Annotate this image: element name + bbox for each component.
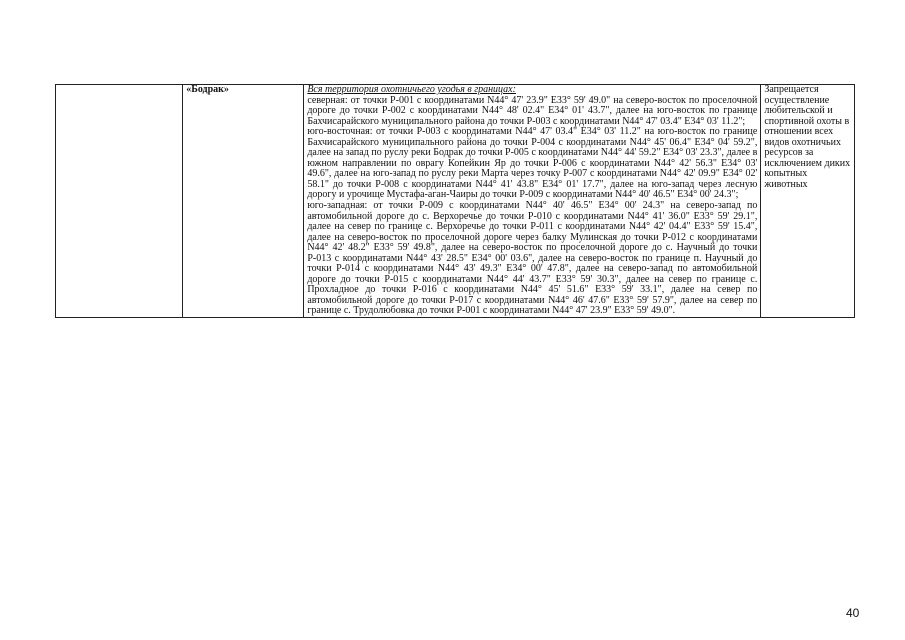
hunting-grounds-table	[55, 84, 855, 318]
row-number-cell	[56, 85, 183, 318]
boundary-southwest: юго-западная: от точки Р-009 с координатами N44° 40' 46.5" E34° 00' 24.3" на северо-запад по автомобильной дороге до с. Верхоречье до точки Р-010 с координатами N44° 41' 36.0" E33° 59' 29.1", далее на север по границе с. Верхоречье до точки Р-011 с координатами N44° 42' 04.4" E33° 59' 15.4", далее на северо-восток по проселочной дороге через балку Мулинская до точки Р-012 с координатами N44° 42' 48.2" E33° 59' 49.8", далее на северо-восток по проселочной дороге до с. Научный до точки Р-013 с координатами N44° 43' 28.5" E34° 00' 03.6", далее на северо-восток по границе п. Научный до точки Р-014 с координатами N44° 43' 49.3" E34° 00' 47.8", далее на северо-запад по автомобильной дороге до точки Р-015 с координатами N44° 44' 43.7" E33° 59' 30.3", далее на север по границе с. Прохладное до точки Р-016 с координатами N44° 45' 51.6" E33° 59' 33.1", далее на север по автомобильной дороге до точки Р-017 с координатами N44° 46' 47.6" E33° 59' 57.9", далее на север по границе с. Трудолюбовка до точки Р-001 с координатами N44° 47' 23.9" E33° 59' 49.0".	[307, 200, 758, 317]
restriction-cell	[761, 85, 855, 318]
boundaries-heading: Вся территория охотничьего угодья в границах:	[307, 84, 516, 95]
table-row	[56, 85, 855, 318]
boundaries-cell	[304, 85, 761, 318]
hunting-ground-name: «Бодрак»	[183, 85, 304, 318]
boundary-southeast: юго-восточная: от точки Р-003 с координатами N44° 47' 03.4" E34° 03' 11.2" на юго-восток по границе Бахчисарайского муниципального района до точки Р-004 с координатами N44° 45' 06.4" E34° 04' 59.2", далее на запад по руслу реки Бодрак до точки Р-005 с координатами N44° 44' 59.2" E34° 03' 23.3", далее в южном направлении по оврагу Копейкин Яр до точки Р-006 с координатами N44° 42' 56.3" E34° 03' 49.6", далее на юго-запад по руслу реки Марта через точку Р-007 с координатами N44° 42' 09.9" E34° 02' 58.1" до точки Р-008 с координатами N44° 41' 43.8" E34° 01' 17.7", далее на юго-запад через лесную дорогу и урочище Мустафа-аган-Чаиры до точки Р-009 с координатами N44° 40' 46.5" E34° 00' 24.3";	[307, 126, 758, 201]
restriction-text: Запрещается осуществление любительской и спортивной охоты в отношении всех видов охотничьих ресурсов за исключением диких копытных животных	[764, 84, 851, 190]
boundary-north: северная: от точки Р-001 с координатами N44° 47' 23.9" E33° 59' 49.0" на северо-восток по проселочной дороге до точки Р-002 с координатами N44° 48' 02.4" E34° 01' 43.7", далее на юго-восток по границе Бахчисарайского муниципального района до точки Р-003 с координатами N44° 47' 03.4" E34° 03' 11.2";	[307, 94, 758, 127]
page-number: 40	[846, 606, 860, 620]
